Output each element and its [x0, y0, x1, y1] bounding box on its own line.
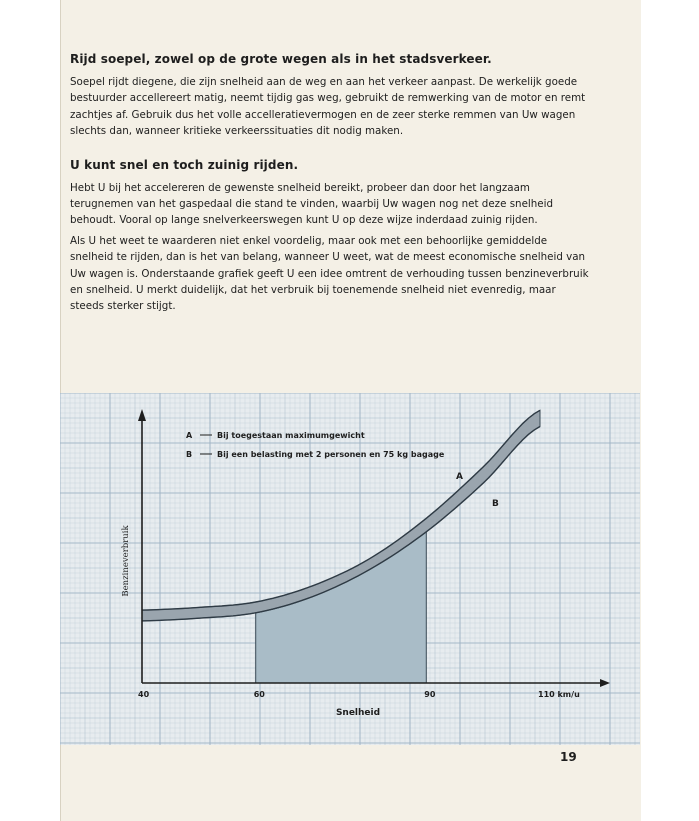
section-paragraph-2: Hebt U bij het accelereren de gewenste snelheid bereikt, probeer dan door het langzaam terugnemen van het gaspedaal die stand te vinden, waarbij Uw wagen nog net deze snelheid behoudt. Vooral op lange snelverkeerswegen kunt U op deze wijze inderdaad zuinig rijden.	[70, 181, 554, 227]
legend-text-a: Bij toegestaan maximumgewicht	[217, 431, 365, 440]
x-tick-60: 60	[253, 690, 265, 699]
section-paragraph-3: Als U het weet te waarderen niet enkel voordelig, maar ook met een behoorlijke gemiddelde snelheid te rijden, dan is het van belang, wanneer U weet, wat de meest economische snelheid van Uw wagen is. Onderstaande grafiek geeft U een idee omtrent de verhouding tussen benzineverbruik en snelheid. U merkt duidelijk, dat het verbruik bij toenemende snelheid niet evenredig, maar steeds sterker stijgt.	[70, 234, 589, 313]
x-tick-90: 90	[424, 690, 436, 699]
y-axis-label: Benzineverbruik	[121, 525, 131, 597]
section-heading-1: Rijd soepel, zowel op de grote wegen als in het stadsverkeer.	[70, 52, 492, 66]
section-paragraph-1: Soepel rijdt diegene, die zijn snelheid aan de weg en aan het verkeer aanpast. De werkelijk goede bestuurder accellereert matig, neemt tijdig gas weg, gebruikt de remwerking van de motor en remt zachtjes af. Gebruik dus het volle accelleratievermogen en de zeer sterke remmen van Uw wagen slechts dan, wanneer kritieke verkeerssituaties dit nodig maken.	[70, 76, 586, 138]
page-number: 19	[560, 750, 577, 764]
x-tick-40: 40	[138, 690, 150, 699]
x-tick-110: 110 km/u	[538, 690, 580, 699]
text-block	[70, 52, 590, 319]
legend-key-a: A	[186, 431, 193, 440]
legend-key-b: B	[186, 450, 193, 459]
legend-text-b: Bij een belasting met 2 personen en 75 kg bagage	[217, 450, 445, 459]
fuel-consumption-chart	[60, 393, 640, 745]
x-axis-label: Snelheid	[335, 708, 381, 718]
series-label-a: A	[456, 472, 463, 482]
section-heading-2: U kunt snel en toch zuinig rijden.	[70, 157, 299, 172]
series-label-b: B	[492, 499, 499, 509]
